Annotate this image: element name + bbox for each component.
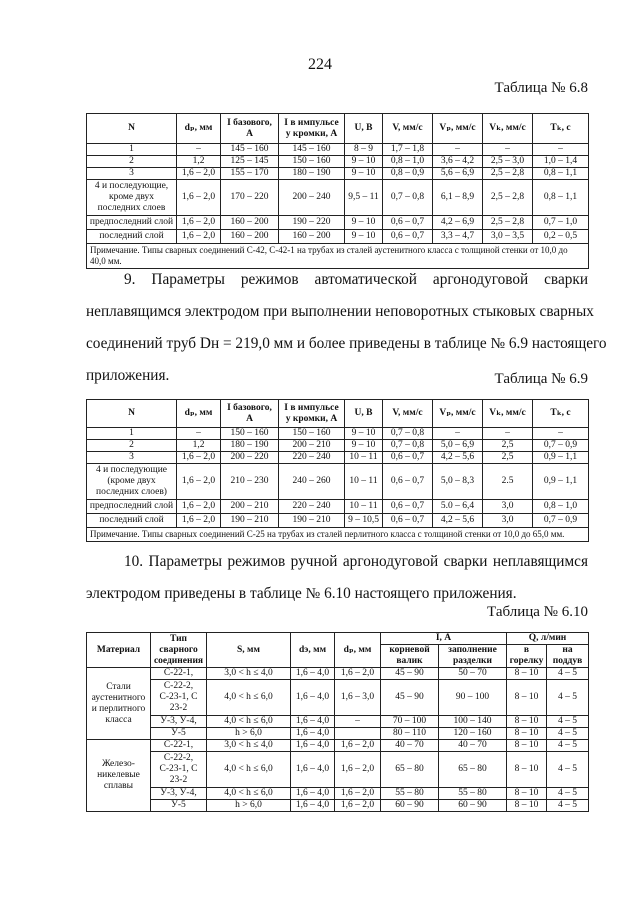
table-cell: 150 – 160	[279, 428, 345, 440]
table-cell: последний слой	[87, 514, 177, 528]
table-cell: 210 – 230	[221, 464, 279, 500]
table-cell: 3,0	[483, 514, 533, 528]
table-cell: –	[483, 144, 533, 156]
table-cell: 65 – 80	[381, 752, 439, 788]
table-cell: 3,0 – 3,5	[483, 230, 533, 244]
table-row	[87, 440, 589, 452]
table-header-cell: Материал	[87, 633, 151, 668]
table-cell: 70 – 100	[381, 716, 439, 728]
table-6-9	[86, 399, 589, 542]
table-cell: 9 – 10	[345, 156, 383, 168]
table-cell: 3	[87, 452, 177, 464]
table-cell: 1	[87, 144, 177, 156]
table-cell: 60 – 90	[439, 800, 507, 812]
table-cell: 1,6 – 2,0	[177, 230, 221, 244]
table-cell: 160 – 200	[221, 216, 279, 230]
table-row	[87, 740, 589, 752]
table-cell: 8 – 10	[507, 728, 547, 740]
table-cell: 55 – 80	[439, 788, 507, 800]
table-cell: 10 – 11	[345, 464, 383, 500]
table-cell: 1,6 – 4,0	[291, 740, 335, 752]
table-cell: 4 и последующие (кроме двух последних слоев)	[87, 464, 177, 500]
table-cell: 40 – 70	[381, 740, 439, 752]
table-cell: 0,6 – 0,7	[383, 452, 433, 464]
table-header-cell: N	[87, 400, 177, 428]
table-cell: 1,6 – 2,0	[335, 668, 381, 680]
table-header-cell: S, мм	[207, 633, 291, 668]
table-cell: 4,0 < h ≤ 6,0	[207, 716, 291, 728]
table-cell: 3,6 – 4,2	[433, 156, 483, 168]
table-cell: 180 – 190	[279, 168, 345, 180]
paragraph-line: 9. Параметры режимов автоматической аргонодуговой сварки	[124, 271, 588, 288]
table-6-8-note: Примечание. Типы сварных соединений С-42, С-42-1 на трубах из сталей аустенитного класса с толщиной стенки от 10,0 до 40,0 мм.	[87, 244, 589, 269]
table-cell: 8 – 10	[507, 752, 547, 788]
table-cell: 9 – 10	[345, 230, 383, 244]
table-cell: 1,6 – 2,0	[335, 788, 381, 800]
table-header-cell: dₚ, мм	[177, 400, 221, 428]
table-cell: 3,0 < h ≤ 4,0	[207, 740, 291, 752]
table-row	[87, 144, 589, 156]
table-row	[87, 156, 589, 168]
paragraph-line: электродом приведены в таблице № 6.10 настоящего приложения.	[86, 585, 517, 602]
table-cell: 1,6 – 4,0	[291, 752, 335, 788]
table-cell: 80 – 110	[381, 728, 439, 740]
table-header-cell: Q, л/мин	[507, 633, 589, 645]
table-row	[87, 230, 589, 244]
table-cell: 0,6 – 0,7	[383, 500, 433, 514]
table-cell-material: Стали аустенитного и перлитного класса	[87, 668, 151, 740]
table-cell: 190 – 220	[279, 216, 345, 230]
table-cell: 4 – 5	[547, 788, 589, 800]
table-cell-material: Железо-никелевые сплавы	[87, 740, 151, 812]
table-cell: 0,7 – 0,9	[533, 440, 589, 452]
table-6-9-note: Примечание. Типы сварных соединений С-25 на трубах из сталей перлитного класса с толщиной стенки от 10,0 до 65,0 мм.	[87, 528, 589, 542]
table-cell: 0,9 – 1,1	[533, 452, 589, 464]
paragraph-line: неплавящимся электродом при выполнении неповоротных стыковых сварных	[86, 303, 594, 320]
table-cell: –	[177, 144, 221, 156]
table-cell: 0,8 – 0,9	[383, 168, 433, 180]
table-cell: –	[433, 428, 483, 440]
table-cell: 55 – 80	[381, 788, 439, 800]
table-cell: 2,5	[483, 452, 533, 464]
table-cell: 4 – 5	[547, 728, 589, 740]
table-cell: 2,5 – 2,8	[483, 168, 533, 180]
table-row	[87, 514, 589, 528]
table-cell: 9 – 10	[345, 216, 383, 230]
table-header-cell: U, В	[345, 114, 383, 144]
table-cell: 3,3 – 4,7	[433, 230, 483, 244]
table-cell: С-22-2, С-23-1, С 23-2	[151, 752, 207, 788]
table-cell: 2,5 – 2,8	[483, 180, 533, 216]
table-cell: 3,0 < h ≤ 4,0	[207, 668, 291, 680]
table-cell: 160 – 200	[279, 230, 345, 244]
table-header-cell: I базового, А	[221, 400, 279, 428]
table-header-cell: I в импульсе у кромки, А	[279, 400, 345, 428]
table-header-cell: V, мм/с	[383, 400, 433, 428]
table-6-10-header-row	[87, 633, 589, 645]
table-cell: 4,2 – 5,6	[433, 452, 483, 464]
table-cell: последний слой	[87, 230, 177, 244]
table-cell: 170 – 220	[221, 180, 279, 216]
table-cell: 9,5 – 11	[345, 180, 383, 216]
table-cell: 1,6 – 2,0	[177, 464, 221, 500]
table-cell: 8 – 10	[507, 740, 547, 752]
table-cell: 2	[87, 440, 177, 452]
table-6-10	[86, 632, 589, 812]
table-header-cell: заполнение разделки	[439, 645, 507, 668]
table-6-9-header-row	[87, 400, 589, 428]
table-cell: 65 – 80	[439, 752, 507, 788]
table-cell: 3	[87, 168, 177, 180]
table-6-8	[86, 113, 589, 269]
table-cell: 0,7 – 0,8	[383, 428, 433, 440]
table-cell: 4,0 < h ≤ 6,0	[207, 752, 291, 788]
paragraph-10	[86, 546, 588, 610]
table-cell: С-22-1,	[151, 740, 207, 752]
table-cell: 4,0 < h ≤ 6,0	[207, 680, 291, 716]
table-cell: 5.0 – 6,4	[433, 500, 483, 514]
table-cell: 0,8 – 1,0	[533, 500, 589, 514]
table-cell: У-3, У-4,	[151, 788, 207, 800]
table-cell: 2,5 – 3,0	[483, 156, 533, 168]
table-row	[87, 500, 589, 514]
table-cell: 4,0 < h ≤ 6,0	[207, 788, 291, 800]
table-cell: 1,2	[177, 440, 221, 452]
table-cell: 8 – 10	[507, 668, 547, 680]
table-cell: У-3, У-4,	[151, 716, 207, 728]
table-cell: 2	[87, 156, 177, 168]
table-header-cell: Tₖ, с	[533, 114, 589, 144]
table-cell: –	[483, 428, 533, 440]
table-cell: 0,6 – 0,7	[383, 514, 433, 528]
table-cell: 180 – 190	[221, 440, 279, 452]
table-row	[87, 168, 589, 180]
table-cell: –	[335, 716, 381, 728]
table-cell: 0,2 – 0,5	[533, 230, 589, 244]
table-header-cell: N	[87, 114, 177, 144]
table-cell: 0,6 – 0,7	[383, 216, 433, 230]
table-header-cell: I в импульсе у кромки, А	[279, 114, 345, 144]
table-cell: 0,7 – 0,8	[383, 440, 433, 452]
table-cell: 8 – 9	[345, 144, 383, 156]
table-cell: 190 – 210	[221, 514, 279, 528]
paragraph-line: приложения.	[86, 367, 170, 384]
table-cell: 160 – 200	[221, 230, 279, 244]
table-cell: 0,9 – 1,1	[533, 464, 589, 500]
table-cell: предпоследний слой	[87, 500, 177, 514]
table-cell: 45 – 90	[381, 680, 439, 716]
table-row	[87, 788, 589, 800]
table-cell: 190 – 210	[279, 514, 345, 528]
table-cell: 8 – 10	[507, 800, 547, 812]
table-cell: 1,6 – 4,0	[291, 800, 335, 812]
table-cell: 40 – 70	[439, 740, 507, 752]
table-header-cell: Vₖ, мм/с	[483, 400, 533, 428]
table-row	[87, 752, 589, 788]
table-cell: 1,6 – 2,0	[177, 500, 221, 514]
table-cell: 1,6 – 2,0	[177, 168, 221, 180]
table-6-9-caption: Таблица № 6.9	[494, 371, 588, 387]
table-cell: 1,6 – 4,0	[291, 788, 335, 800]
table-cell: 90 – 100	[439, 680, 507, 716]
table-row	[87, 668, 589, 680]
table-cell: 220 – 240	[279, 452, 345, 464]
table-row	[87, 180, 589, 216]
table-cell: 4 – 5	[547, 716, 589, 728]
table-cell: 150 – 160	[221, 428, 279, 440]
table-cell: 4,2 – 6,9	[433, 216, 483, 230]
table-cell: 220 – 240	[279, 500, 345, 514]
table-cell: У-5	[151, 728, 207, 740]
table-cell: 1,7 – 1,8	[383, 144, 433, 156]
table-header-cell: I базового, А	[221, 114, 279, 144]
table-header-cell: Vₚ, мм/с	[433, 400, 483, 428]
table-header-cell: dₚ, мм	[335, 633, 381, 668]
table-cell: 4,2 – 5,6	[433, 514, 483, 528]
table-cell: 1,0 – 1,4	[533, 156, 589, 168]
table-cell: 200 – 210	[221, 500, 279, 514]
table-cell: 50 – 70	[439, 668, 507, 680]
table-row	[87, 716, 589, 728]
table-cell: У-5	[151, 800, 207, 812]
table-row	[87, 428, 589, 440]
table-cell: 4 – 5	[547, 752, 589, 788]
table-header-cell: I, А	[381, 633, 507, 645]
table-row	[87, 800, 589, 812]
table-cell: 2.5	[483, 464, 533, 500]
table-header-cell: dэ, мм	[291, 633, 335, 668]
table-cell: 1,6 – 2,0	[177, 216, 221, 230]
table-cell: 1,6 – 4,0	[291, 728, 335, 740]
table-cell: 2,5 – 2,8	[483, 216, 533, 230]
table-cell: 4 и последующие, кроме двух последних слоев	[87, 180, 177, 216]
table-cell: 0,8 – 1,1	[533, 180, 589, 216]
table-cell: 1,6 – 2,0	[335, 800, 381, 812]
table-6-8-header-row	[87, 114, 589, 144]
table-cell: 8 – 10	[507, 716, 547, 728]
table-cell: 200 – 210	[279, 440, 345, 452]
table-cell: 0,6 – 0,7	[383, 464, 433, 500]
table-cell: 1,6 – 4,0	[291, 716, 335, 728]
table-cell: С-22-1,	[151, 668, 207, 680]
table-cell: 4 – 5	[547, 668, 589, 680]
table-cell: 45 – 90	[381, 668, 439, 680]
table-row	[87, 680, 589, 716]
paragraph-line: соединений труб Dн = 219,0 мм и более приведены в таблице № 6.9 настоящего	[86, 335, 607, 352]
table-cell: 145 – 160	[279, 144, 345, 156]
table-cell: –	[533, 428, 589, 440]
table-cell: 5,0 – 8,3	[433, 464, 483, 500]
table-cell: 0,8 – 1,1	[533, 168, 589, 180]
table-cell: 9 – 10	[345, 168, 383, 180]
page-number: 224	[308, 56, 332, 73]
table-header-cell: Тип сварного соединения	[151, 633, 207, 668]
table-cell: –	[433, 144, 483, 156]
table-cell: 0,7 – 1,0	[533, 216, 589, 230]
table-header-cell: на поддув	[547, 645, 589, 668]
table-cell: 9 – 10	[345, 428, 383, 440]
table-cell: 1,6 – 2,0	[335, 740, 381, 752]
table-cell: 4 – 5	[547, 800, 589, 812]
table-cell: 200 – 240	[279, 180, 345, 216]
table-cell: 9 – 10,5	[345, 514, 383, 528]
table-cell: 155 – 170	[221, 168, 279, 180]
table-cell: 1,6 – 2,0	[335, 752, 381, 788]
table-cell: 1,6 – 4,0	[291, 680, 335, 716]
table-cell: 9 – 10	[345, 440, 383, 452]
table-cell: 4 – 5	[547, 680, 589, 716]
table-row	[87, 216, 589, 230]
table-cell: 200 – 220	[221, 452, 279, 464]
table-cell: –	[533, 144, 589, 156]
table-cell: С-22-2, С-23-1, С 23-2	[151, 680, 207, 716]
table-cell: 60 – 90	[381, 800, 439, 812]
table-cell: 1,6 – 2,0	[177, 180, 221, 216]
table-6-8-caption: Таблица № 6.8	[494, 80, 588, 96]
table-cell: 0,6 – 0,7	[383, 230, 433, 244]
table-cell: 5,0 – 6,9	[433, 440, 483, 452]
table-cell: предпоследний слой	[87, 216, 177, 230]
table-row	[87, 452, 589, 464]
table-cell: 3,0	[483, 500, 533, 514]
table-cell: 10 – 11	[345, 500, 383, 514]
table-cell: 4 – 5	[547, 740, 589, 752]
table-cell: 6,1 – 8,9	[433, 180, 483, 216]
table-cell: 8 – 10	[507, 680, 547, 716]
table-cell: 1,6 – 2,0	[177, 514, 221, 528]
table-header-cell: Vₚ, мм/с	[433, 114, 483, 144]
table-row	[87, 464, 589, 500]
table-cell: 8 – 10	[507, 788, 547, 800]
table-cell: 0,7 – 0,8	[383, 180, 433, 216]
table-cell: 100 – 140	[439, 716, 507, 728]
table-cell: 5,6 – 6,9	[433, 168, 483, 180]
table-cell	[335, 728, 381, 740]
table-cell: 1,2	[177, 156, 221, 168]
table-cell: 120 – 160	[439, 728, 507, 740]
paragraph-line: 10. Параметры режимов ручной аргонодуговой сварки неплавящимся	[124, 553, 588, 570]
table-cell: 240 – 260	[279, 464, 345, 500]
table-header-cell: в горелку	[507, 645, 547, 668]
table-header-cell: dₚ, мм	[177, 114, 221, 144]
table-cell: 125 – 145	[221, 156, 279, 168]
table-cell: 0,8 – 1,0	[383, 156, 433, 168]
table-cell: 0,7 – 0,9	[533, 514, 589, 528]
table-header-cell: корневой валик	[381, 645, 439, 668]
table-cell: 1,6 – 3,0	[335, 680, 381, 716]
table-cell: h > 6,0	[207, 728, 291, 740]
table-cell: h > 6,0	[207, 800, 291, 812]
table-row	[87, 728, 589, 740]
table-cell: 1,6 – 2,0	[177, 452, 221, 464]
table-6-10-caption: Таблица № 6.10	[487, 604, 588, 620]
table-header-cell: V, мм/с	[383, 114, 433, 144]
table-cell: 145 – 160	[221, 144, 279, 156]
table-cell: 150 – 160	[279, 156, 345, 168]
table-header-cell: U, В	[345, 400, 383, 428]
table-cell: 10 – 11	[345, 452, 383, 464]
table-cell: 1	[87, 428, 177, 440]
table-header-cell: Tₖ, с	[533, 400, 589, 428]
table-header-cell: Vₖ, мм/с	[483, 114, 533, 144]
table-cell: 1,6 – 4,0	[291, 668, 335, 680]
table-cell: 2,5	[483, 440, 533, 452]
table-cell: –	[177, 428, 221, 440]
